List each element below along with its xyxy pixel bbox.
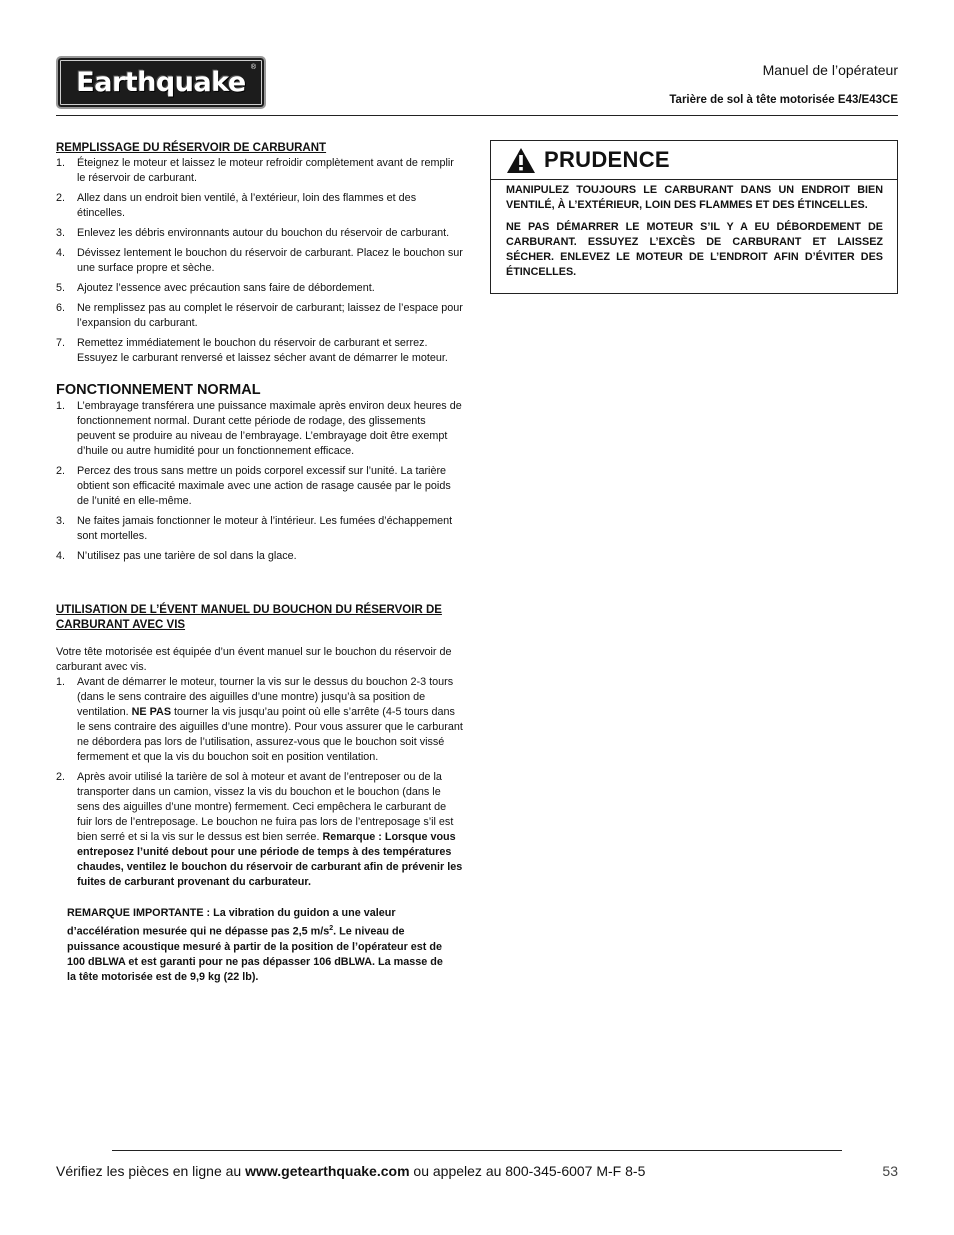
left-column <box>56 141 464 985</box>
step-text: Remettez immédiatement le bouchon du réservoir de carburant et serrez. Essuyez le carburant renversé et laissez sécher avant de démarrer le moteur. <box>77 337 448 364</box>
vent-section-title: UTILISATION DE L’ÉVENT MANUEL DU BOUCHON DU RÉSERVOIR DE CARBURANT AVEC VIS <box>56 604 442 631</box>
logo-registered-mark: ® <box>250 64 256 71</box>
caution-header <box>491 141 897 180</box>
step-text: Ne remplissez pas au complet le réservoir de carburant; laissez de l’espace pour l’expansion du carburant. <box>77 302 463 329</box>
step-number: 2. <box>56 192 66 204</box>
footer-prefix: Vérifiez les pièces en ligne au <box>56 1163 246 1179</box>
footer-divider <box>112 1150 842 1151</box>
list-item <box>56 191 464 221</box>
step-text: Éteignez le moteur et laissez le moteur refroidir complètement avant de remplir le réservoir de carburant. <box>77 157 454 184</box>
caution-paragraph: MANIPULEZ TOUJOURS LE CARBURANT DANS UN ENDROIT BIEN VENTILÉ, À L’EXTÉRIEUR, LOIN DES FLAMMES ET DES ÉTINCELLES. <box>506 184 883 211</box>
step-text: Ajoutez l’essence avec précaution sans faire de débordement. <box>77 282 375 294</box>
step-number: 3. <box>56 227 66 239</box>
important-note-text: REMARQUE IMPORTANTE : La vibration du guidon a une valeur d’accélération mesurée qui ne dépasse pas 2,5 m/s <box>67 907 396 938</box>
step-text-part: tourner la vis jusqu’au point où elle s’arrête (4-5 tours dans le sens contraire des aiguilles d’une montre). Pour vous assurer que le carburant ne débordera pas lors de l’utilisation, assurez-vous que le bouchon soit vissé fermement et que la vis du bouchon soit en position ventilation. <box>77 706 463 763</box>
step-text: Allez dans un endroit bien ventilé, à l’extérieur, loin des flammes et des étincelles. <box>77 192 417 219</box>
superscript: 2 <box>329 925 334 932</box>
list-item <box>56 226 464 241</box>
list-item <box>56 464 464 509</box>
normal-steps-list <box>56 399 464 564</box>
important-note <box>56 906 464 985</box>
step-number: 5. <box>56 282 66 294</box>
step-number: 1. <box>56 676 66 688</box>
step-text <box>77 770 464 890</box>
logo-text: Earthquake <box>76 67 246 98</box>
step-text: L’embrayage transférera une puissance maximale après environ deux heures de fonctionnement normal. Durant cette période de rodage, des glissements peuvent se produire au niveau de l’embrayage. L’embrayage doit être exempt d’huile ou autre humidité pour un fonctionnement efficace. <box>77 400 462 457</box>
step-text: Enlevez les débris environnants autour du bouchon du réservoir de carburant. <box>77 227 450 239</box>
step-number: 4. <box>56 550 66 562</box>
header-manual-title: Manuel de l’opérateur <box>762 62 898 78</box>
header-model-title: Tarière de sol à tête motorisée E43/E43CE <box>669 94 898 106</box>
list-item <box>56 336 464 366</box>
list-item <box>56 399 464 459</box>
step-number: 6. <box>56 302 66 314</box>
step-text-part: Après avoir utilisé la tarière de sol à moteur et avant de l’entreposer ou de la transporter dans un camion, vissez la vis du bouchon et le bouchon (dans le sens des aiguilles d’une montre) fermement. Ceci empêchera le carburant de fuir lors de l’entreposage. Le bouchon ne fuira pas lors de l’entreposage s’il est bien serré et si la vis sur le dessus est bien serrée. <box>77 771 454 843</box>
list-item <box>56 301 464 331</box>
step-text: Dévissez lentement le bouchon du réservoir de carburant. Placez le bouchon sur une surface propre et sèche. <box>77 247 463 274</box>
step-number: 3. <box>56 515 66 527</box>
step-text: Ne faites jamais fonctionner le moteur à l’intérieur. Les fumées d’échappement sont mortelles. <box>77 515 453 542</box>
footer-text <box>56 1163 645 1179</box>
step-text: N’utilisez pas une tarière de sol dans la glace. <box>77 550 297 562</box>
list-item <box>56 281 464 296</box>
vent-intro: Votre tête motorisée est équipée d’un évent manuel sur le bouchon du réservoir de carburant avec vis. <box>56 646 452 673</box>
step-number: 2. <box>56 465 66 477</box>
caution-body <box>506 183 883 287</box>
footer-suffix: ou appelez au 800-345-6007 M-F 8-5 <box>409 1163 646 1179</box>
list-item <box>56 549 464 564</box>
step-number: 1. <box>56 157 66 169</box>
step-number: 1. <box>56 400 66 412</box>
step-number: 2. <box>56 771 66 783</box>
step-text <box>77 675 464 765</box>
step-remark: Remarque : Lorsque vous entreposez l’unité debout pour une période de temps à des températures chaudes, ventilez le bouchon du réservoir de carburant afin de prévenir les fuites de carburant provenant du carburateur. <box>77 831 463 888</box>
normal-section-title: FONCTIONNEMENT NORMAL <box>56 382 261 398</box>
caution-title: PRUDENCE <box>544 147 670 172</box>
website-link[interactable]: www.getearthquake.com <box>245 1163 410 1179</box>
warning-triangle-icon <box>506 147 536 174</box>
earthquake-logo <box>56 56 266 109</box>
fuel-steps-list <box>56 156 464 366</box>
list-item <box>56 514 464 544</box>
step-text: Percez des trous sans mettre un poids corporel excessif sur l’unité. La tarière obtient son efficacité maximale avec une action de rasage causée par le poids de l’unité en elle-même. <box>77 465 451 507</box>
step-text-part: Avant de démarrer le moteur, tourner la vis sur le dessus du bouchon 2-3 tours (dans le sens contraire des aiguilles d’une montre) jusqu’à sa position de ventilation. <box>77 676 454 718</box>
caution-paragraph: NE PAS DÉMARRER LE MOTEUR S’IL Y A EU DÉBORDEMENT DE CARBURANT. ESSUYEZ L’EXCÈS DE CARBURANT ET LAISSEZ SÉCHER. ENLEVEZ LE MOTEUR DE L’ENDROIT AFIN D’ÉVITER DES ÉTINCELLES. <box>506 221 883 278</box>
list-item <box>56 675 464 765</box>
page-number: 53 <box>882 1163 898 1179</box>
header-divider <box>56 115 898 116</box>
fuel-section-title: REMPLISSAGE DU RÉSERVOIR DE CARBURANT <box>56 142 327 154</box>
step-number: 7. <box>56 337 66 349</box>
list-item <box>56 156 464 186</box>
step-text-emphasis: NE PAS <box>131 706 172 718</box>
list-item <box>56 246 464 276</box>
step-number: 4. <box>56 247 66 259</box>
caution-box <box>490 140 898 294</box>
vent-steps-list <box>56 675 464 890</box>
important-note-text: . Le niveau de puissance acoustique mesuré à partir de la position de l’opérateur est de 100 dBLWA et est garanti pour ne pas dépasser 106 dBLWA. La masse de la tête motorisée est de 9,9 kg (22 lb). <box>67 925 443 983</box>
list-item <box>56 770 464 890</box>
